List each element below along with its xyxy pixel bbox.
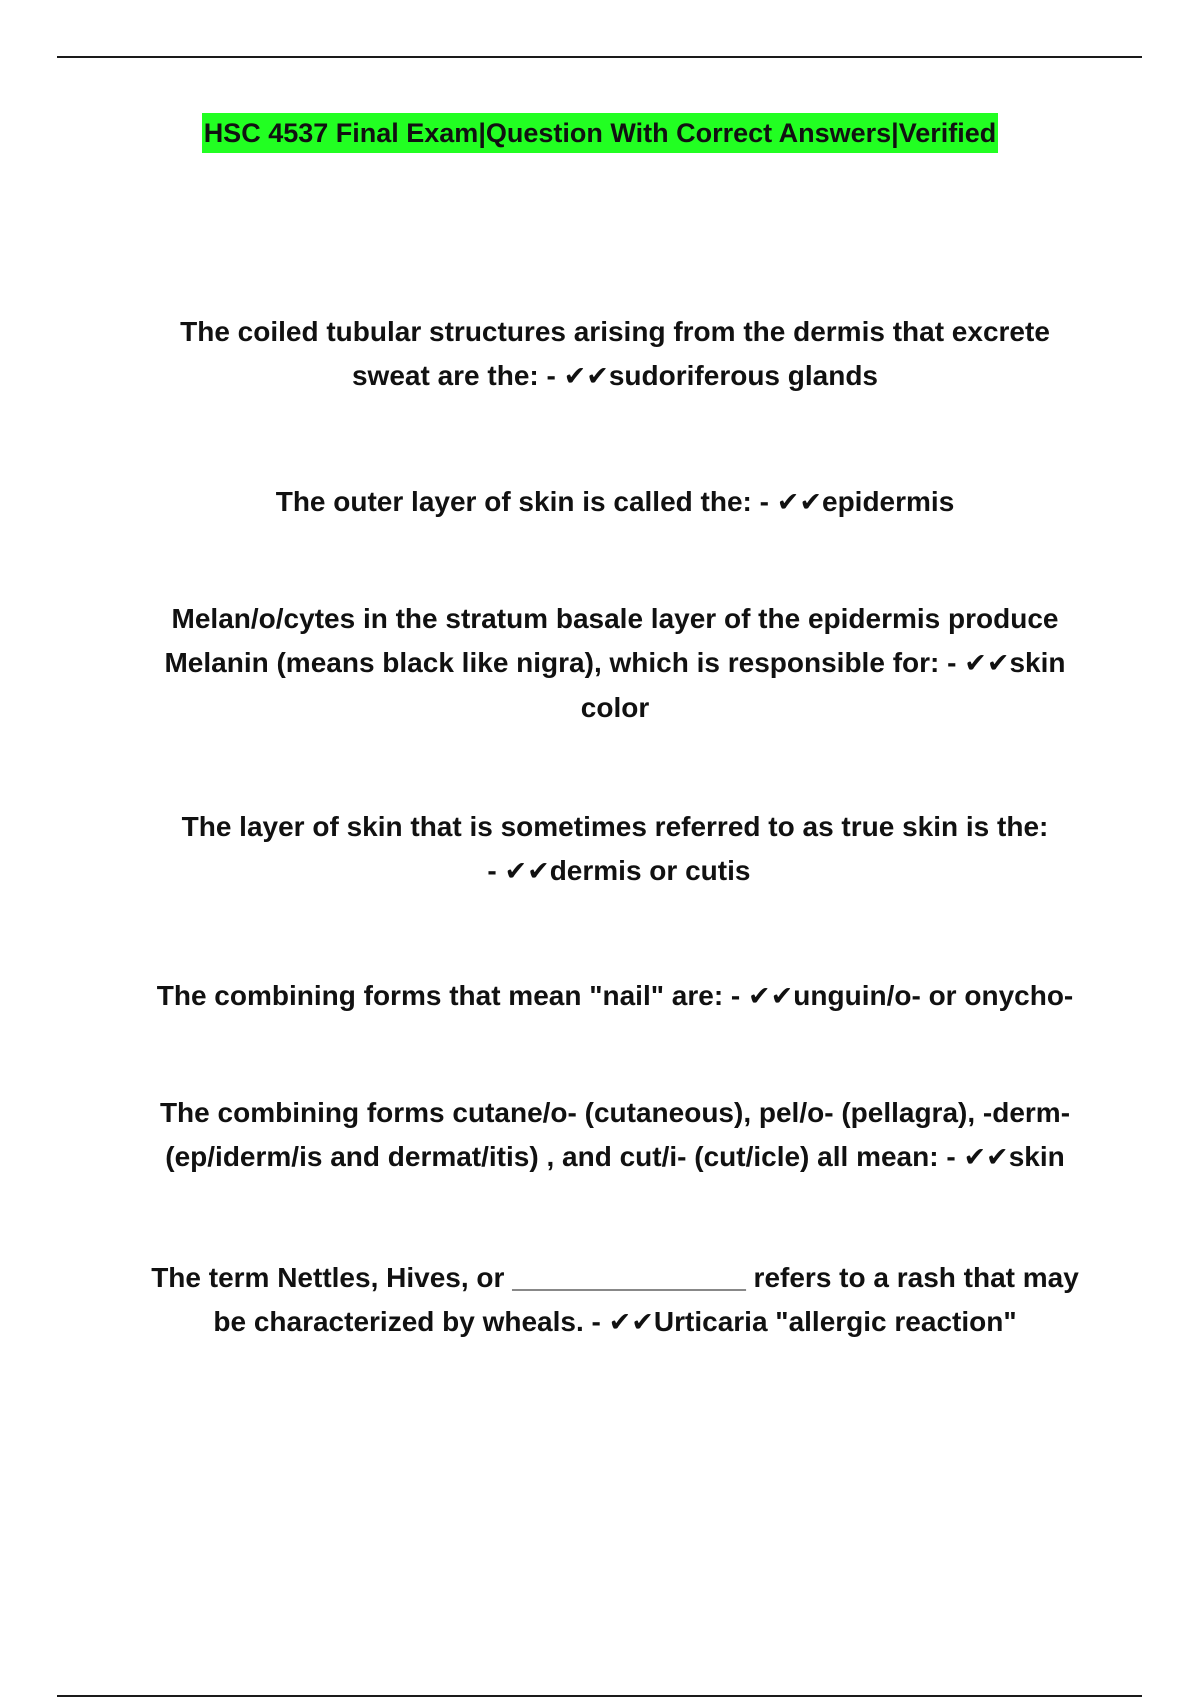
qa-item-1 xyxy=(140,310,1090,399)
question-text: The layer of skin that is sometimes referred to as true skin is the: xyxy=(181,811,1049,842)
qa-item-7 xyxy=(140,1256,1090,1345)
bottom-rule xyxy=(57,1695,1142,1697)
qa-item-4 xyxy=(140,805,1090,894)
double-check-icon: ✔✔ xyxy=(608,1307,654,1338)
answer-separator: - xyxy=(479,855,505,886)
question-text: The combining forms that mean "nail" are: xyxy=(156,980,724,1011)
double-check-icon: ✔✔ xyxy=(963,1142,1009,1173)
answer-text: unguin/o- or onycho- xyxy=(793,980,1074,1011)
double-check-icon: ✔✔ xyxy=(748,981,794,1012)
answer-text: skin xyxy=(1008,1141,1065,1172)
question-text: Melan/o/cytes in the stratum basale layer of the epidermis produce Melanin (means black like nigra), which is responsible for: xyxy=(164,603,1059,678)
qa-item-5 xyxy=(140,974,1090,1019)
double-check-icon: ✔✔ xyxy=(563,361,609,392)
double-check-icon: ✔✔ xyxy=(776,487,822,518)
answer-separator: - xyxy=(751,486,777,517)
answer-separator: - xyxy=(939,647,965,678)
question-text: The combining forms cutane/o- (cutaneous), pel/o- (pellagra), -derm- (ep/iderm/is and dermat/itis) , and cut/i- (cut/icle) all mean: xyxy=(159,1097,1071,1172)
answer-separator: - xyxy=(538,360,564,391)
answer-separator: - xyxy=(938,1141,964,1172)
answer-text: sudoriferous glands xyxy=(608,360,879,391)
qa-item-3 xyxy=(140,597,1090,730)
double-check-icon: ✔✔ xyxy=(964,648,1010,679)
top-rule xyxy=(57,56,1142,58)
question-text: The term Nettles, Hives, or _______________ refers to a rash that may be characterized by wheals. xyxy=(151,1262,1079,1337)
document-title: HSC 4537 Final Exam|Question With Correct Answers|Verified xyxy=(202,113,999,153)
question-text: The outer layer of skin is called the: xyxy=(275,486,752,517)
answer-text: epidermis xyxy=(822,486,955,517)
double-check-icon: ✔✔ xyxy=(504,856,550,887)
question-text: The coiled tubular structures arising from the dermis that excrete sweat are the: xyxy=(180,316,1050,391)
answer-text: Urticaria "allergic reaction" xyxy=(653,1306,1017,1337)
qa-item-2 xyxy=(140,480,1090,525)
qa-item-6 xyxy=(140,1091,1090,1180)
title-container xyxy=(0,113,1200,153)
answer-separator: - xyxy=(583,1306,609,1337)
answer-text: dermis or cutis xyxy=(549,855,751,886)
answer-text: skin color xyxy=(580,647,1066,723)
answer-separator: - xyxy=(723,980,749,1011)
